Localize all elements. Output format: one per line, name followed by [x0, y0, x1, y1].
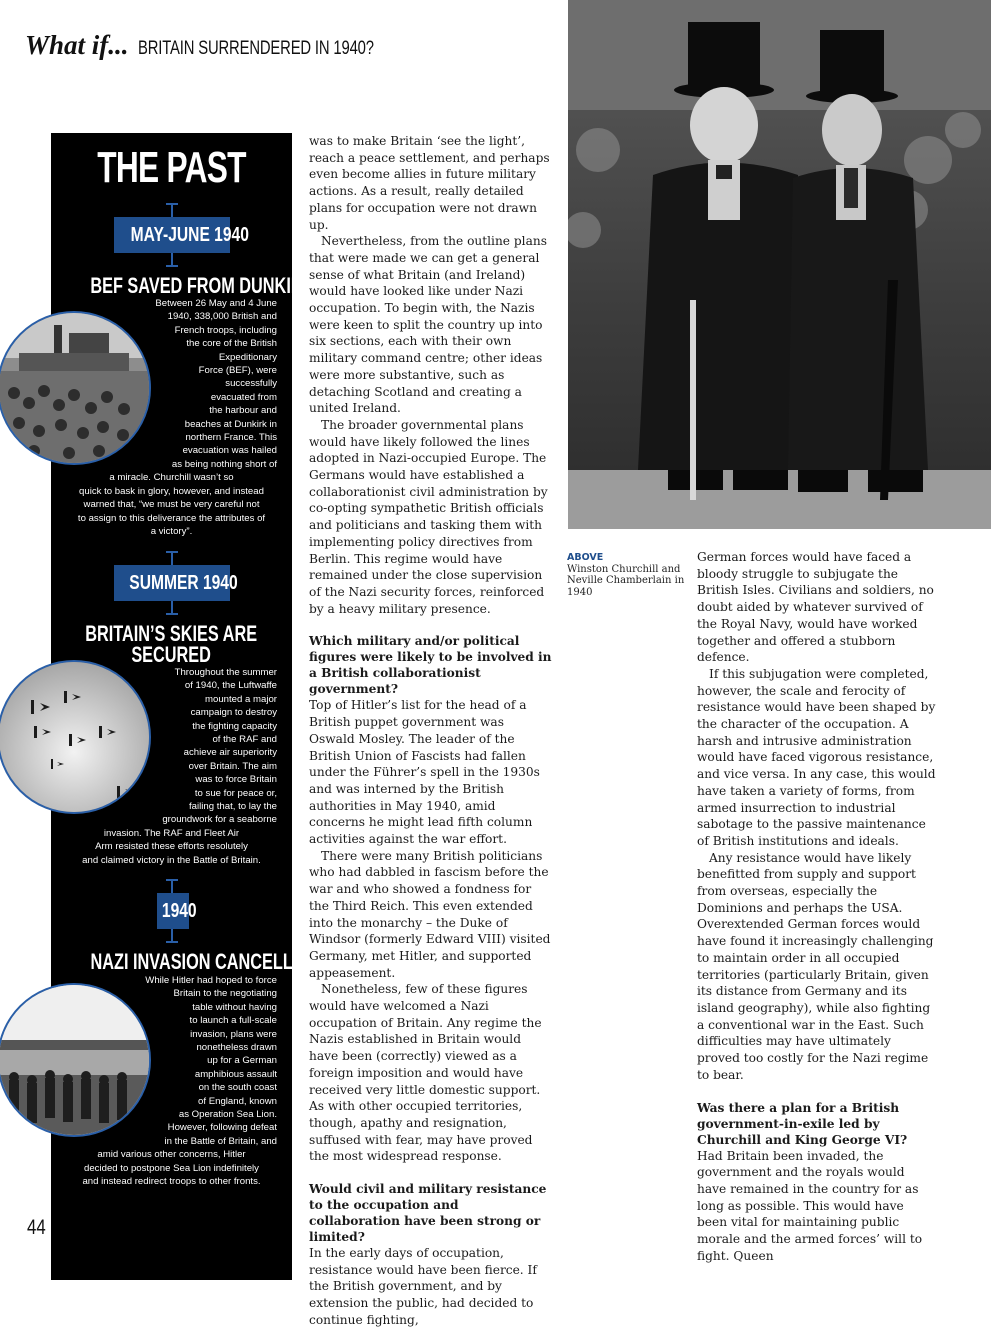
- event-text-line: Throughout the summer: [174, 667, 277, 678]
- event-text-line: amid various other concerns, Hitler: [97, 1149, 246, 1161]
- date-tag: SUMMER 1940: [114, 565, 230, 601]
- event-text-line: mounted a major: [205, 693, 277, 705]
- event-text-line: of 1940, the Luftwaffe: [184, 680, 277, 692]
- event-text-line: achieve air superiority: [183, 747, 277, 759]
- event-text-line: French troops, including: [174, 324, 277, 336]
- header-lead: What if...: [25, 30, 129, 60]
- event-text-line: invasion, plans were: [190, 1028, 277, 1040]
- event-text-line: successfully: [225, 378, 277, 390]
- event-text-line: However, following defeat: [167, 1122, 277, 1134]
- event-text-line: to launch a full-scale: [189, 1015, 277, 1027]
- churchill-chamberlain-photo: [568, 0, 991, 529]
- event-text-line: as being nothing short of: [171, 458, 277, 470]
- event-text-line: over Britain. The aim: [188, 760, 277, 772]
- paragraph: If this subjugation were completed, however, the scale and ferocity of resistance would have been shaped by the character of the occupation. A harsh and intrusive administration would have faced vigorous resistance, and vice versa. In any case, this would have taken a variety of forms, from armed insurrection to industrial sabotage to the passive maintenance of British institutions and ideals.: [697, 666, 936, 848]
- date-tag: 1940: [157, 893, 189, 929]
- event-text-line: nonetheless drawn: [196, 1042, 277, 1054]
- event-text-line: Force (BEF), were: [198, 365, 277, 377]
- paragraph: In the early days of occupation, resistance would have been fierce. If the British government, and by extension the public, had decided to continue fighting,: [309, 1246, 537, 1327]
- raf-planes-photo: [0, 660, 151, 814]
- article-header: [25, 30, 440, 61]
- timeline-connector: [171, 879, 173, 893]
- event-text-line: was to force Britain: [195, 774, 277, 786]
- event-heading: [51, 623, 292, 665]
- event-text-line: a miracle. Churchill wasn’t so: [109, 472, 234, 484]
- event-text-line: decided to postpone Sea Lion indefinitely: [84, 1162, 259, 1174]
- event-heading: BEF SAVED FROM DUNKIRK: [90, 273, 315, 298]
- paragraph: The broader governmental plans would have likely followed the lines adopted in Nazi-occupied Europe. The Germans would have established a collaborationist civil administration by co-opting sympathetic British officials and politicians and tasking them with implementing policy directives from Berlin. This regime would have remained under the close supervision of the Nazi security forces, reinforced by a heavy military presence.: [309, 417, 548, 616]
- event-text-line: campaign to destroy: [190, 707, 277, 719]
- event-text-line: beaches at Dunkirk in: [184, 418, 277, 430]
- paragraph: Any resistance would have likely benefitted from supply and support from overseas, especially the Dominions and perhaps the USA. Overextended German forces would have found it increasingly challenging to maintain order in all occupied territories (particularly Britain, given its distance from Germany and its island geography), while also fighting a conventional war in the East. Such difficulties may have ultimately proved too costly for the Nazi regime to bear.: [697, 850, 934, 1082]
- event-text-line: as Operation Sea Lion.: [178, 1109, 277, 1121]
- header-title: BRITAIN SURRENDERED IN 1940?: [137, 38, 374, 59]
- event-text-line: 1940, 338,000 British and: [167, 311, 277, 323]
- event-text-line: of England, known: [198, 1095, 277, 1107]
- sea-lion-photo: [0, 983, 151, 1137]
- paragraph: German forces would have faced a bloody struggle to subjugate the British Isles. Civilians and soldiers, no doubt aided by whatever survived of the Royal Navy, would have worked together and offered a stubborn defence.: [697, 550, 934, 665]
- caption-text: Winston Churchill and Neville Chamberlain in 1940: [567, 563, 685, 598]
- event-text-line: groundwork for a seaborne: [162, 814, 277, 826]
- page-number: 44: [27, 1216, 46, 1239]
- event-text-line: the core of the British: [186, 338, 277, 350]
- event-text-line: Expeditionary: [218, 351, 277, 363]
- event-text-line: to sue for peace or,: [194, 787, 277, 799]
- event-heading-line: SECURED: [131, 642, 212, 667]
- event-text-line: in the Battle of Britain, and: [164, 1135, 277, 1147]
- paragraph: Nonetheless, few of these figures would have welcomed a Nazi occupation of Britain. Any regime the Nazis established in Britain would have been (correctly) viewed as a foreign imposition and would have received very little domestic support. As with other occupied territories, though, apathy and resignation, suffused with fear, may have proved the most widespread response.: [309, 982, 542, 1164]
- event-text-line: a victory”.: [150, 525, 193, 537]
- event-text-line: Arm resisted these efforts resolutely: [95, 841, 248, 853]
- timeline-connector: [171, 551, 173, 565]
- dunkirk-photo: [0, 311, 151, 465]
- event-text-line: on the south coast: [198, 1082, 277, 1094]
- event-text-line: quick to bask in glory, however, and instead: [79, 485, 264, 497]
- timeline-connector: [171, 253, 173, 267]
- event-text-line: and claimed victory in the Battle of Britain.: [82, 854, 261, 866]
- event-text-line: invasion. The RAF and Fleet Air: [103, 827, 240, 839]
- event-text-line: warned that, “we must be very careful not: [83, 499, 260, 511]
- paragraph: There were many British politicians who had dabbled in fascism before the war and who showed a fondness for the Third Reich. This even extended into the monarchy – the Duke of Windsor (formerly Edward VIII) visited Germany, met Hitler, and supported appeasement.: [309, 848, 551, 980]
- event-text-line: While Hitler had hoped to force: [145, 975, 277, 986]
- event-text-line: Britain to the negotiating: [173, 988, 277, 1000]
- timeline-connector: [171, 929, 173, 943]
- article-column-1: [309, 133, 553, 1329]
- paragraph: Top of Hitler’s list for the head of a British puppet government was Oswald Mosley. The leader of the British Union of Fascists had fallen under the Führer’s spell in the 1930s and was interned by the British authorities in May 1940, amid concerns he might lead fifth column activities against the war effort.: [309, 698, 540, 847]
- event-heading-line: BRITAIN’S SKIES ARE: [85, 621, 258, 646]
- question-heading: Would civil and military resistance to the occupation and collaboration have been strong or limited?: [309, 1182, 547, 1245]
- event-text-line: evacuation was hailed: [182, 445, 277, 457]
- event-text-line: of the RAF and: [212, 734, 277, 746]
- photo-caption: [567, 552, 687, 598]
- event-text-line: to assign to this deliverance the attributes of: [77, 512, 266, 524]
- date-tag: MAY-JUNE 1940: [114, 217, 230, 253]
- paragraph: Had Britain been invaded, the government and the royals would have remained in the country for as long as possible. This would have been vital for maintaining public morale and the armed forces’ will to fight. Queen: [697, 1148, 923, 1263]
- event-heading: NAZI INVASION CANCELLED: [90, 949, 316, 974]
- event-text-line: up for a German: [207, 1055, 277, 1067]
- question-heading: Was there a plan for a British government-in-exile led by Churchill and King George VI?: [697, 1100, 908, 1147]
- paragraph: was to make Britain ‘see the light’, reach a peace settlement, and perhaps even become allies in future military actions. As a result, really detailed plans for occupation were not drawn up.: [309, 134, 550, 232]
- event-text-line: amphibious assault: [194, 1068, 277, 1080]
- caption-label: ABOVE: [567, 552, 604, 563]
- event-text-line: failing that, to lay the: [189, 801, 277, 813]
- event-text-line: northern France. This: [185, 432, 277, 444]
- timeline-connector: [171, 601, 173, 615]
- event-text-line: and instead redirect troops to other fronts.: [82, 1176, 261, 1188]
- question-heading: Which military and/or political figures were likely to be involved in a British collaborationist government?: [309, 634, 552, 697]
- paragraph: Nevertheless, from the outline plans that were made we can get a general sense of what Britain (and Ireland) would have looked like under Nazi occupation. To begin with, the Nazis were keen to split the country up into six sections, each with their own military command centre; other ideas were more substantive, such as detaching Scotland and creating a united Ireland.: [309, 234, 547, 416]
- timeline-connector: [171, 203, 173, 217]
- article-column-2: [697, 549, 937, 1264]
- sidebar-title: THE PAST: [97, 143, 246, 192]
- event-text-line: evacuated from: [210, 391, 277, 403]
- event-text-line: the harbour and: [209, 405, 277, 417]
- event-text-line: Between 26 May and 4 June: [155, 298, 277, 309]
- event-text-line: the fighting capacity: [192, 720, 277, 732]
- event-text-line: table without having: [192, 1001, 277, 1013]
